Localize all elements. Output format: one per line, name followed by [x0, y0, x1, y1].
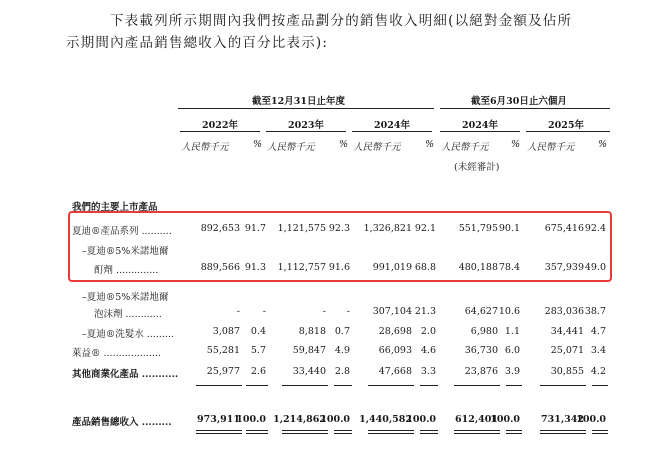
- table-cell: 2.6: [250, 366, 266, 377]
- unit-pct: %: [598, 139, 608, 150]
- table-cell: 49.0: [584, 262, 606, 273]
- unit-rmb: 人民幣千元: [181, 142, 229, 153]
- unit-rmb: 人民幣千元: [353, 142, 401, 153]
- year-2023: 2023年: [288, 120, 324, 131]
- header-annual: 截至12月31日止年度: [252, 96, 345, 107]
- table-cell: -: [346, 306, 350, 317]
- total-double-rule: [540, 433, 586, 434]
- subtotal-rule: [506, 385, 522, 386]
- total-double-rule: [592, 433, 608, 434]
- total-cell: 731,342: [541, 414, 584, 425]
- table-cell: -: [322, 306, 326, 317]
- table-cell: 23,876: [464, 366, 498, 377]
- year-rule: [526, 131, 610, 132]
- subtotal-rule: [368, 385, 414, 386]
- table-cell: 0.7: [334, 326, 350, 337]
- total-cell: 100.0: [236, 414, 266, 425]
- total-double-rule: [506, 430, 522, 431]
- year-rule: [266, 131, 346, 132]
- unit-rmb: 人民幣千元: [441, 142, 489, 153]
- table-cell: 889,566: [200, 262, 240, 273]
- table-cell: -: [236, 306, 240, 317]
- row-label: 酊劑 ..............: [94, 265, 159, 276]
- table-cell: 4.6: [420, 345, 436, 356]
- table-cell: 91.6: [328, 262, 350, 273]
- year-rule: [180, 131, 260, 132]
- year-2025-h1: 2025年: [548, 120, 584, 131]
- unit-rmb: 人民幣千元: [267, 142, 315, 153]
- year-2024: 2024年: [374, 120, 410, 131]
- table-cell: 675,416: [544, 223, 584, 234]
- total-double-rule: [454, 430, 500, 431]
- table-cell: 1,112,757: [277, 262, 326, 273]
- table-cell: 33,440: [292, 366, 326, 377]
- table-cell: 28,698: [378, 326, 412, 337]
- total-cell: 100.0: [320, 414, 350, 425]
- table-cell: 4.9: [334, 345, 350, 356]
- table-cell: 36,730: [464, 345, 498, 356]
- unit-rmb: 人民幣千元: [527, 142, 575, 153]
- row-label: 夏迪®產品系列 ..........: [72, 226, 172, 237]
- table-cell: 991,019: [372, 262, 412, 273]
- intro-line-2: 示期間內產品銷售總收入的百分比表示):: [66, 35, 329, 51]
- table-cell: 3.4: [590, 345, 606, 356]
- unit-pct: %: [425, 139, 435, 150]
- total-cell: 612,401: [455, 414, 498, 425]
- total-double-rule: [282, 430, 328, 431]
- header-six-months: 截至6月30日止六個月: [471, 96, 567, 107]
- section-title: 我們的主要上市產品: [72, 202, 158, 213]
- total-double-rule: [420, 430, 438, 431]
- table-cell: 90.1: [498, 223, 520, 234]
- table-cell: 1,121,575: [277, 223, 326, 234]
- total-cell: 1,214,862: [273, 414, 326, 425]
- table-cell: 92.4: [584, 223, 606, 234]
- table-cell: 38.7: [584, 306, 606, 317]
- table-cell: 6,980: [470, 326, 498, 337]
- table-cell: 92.1: [414, 223, 436, 234]
- table-cell: 2.8: [334, 366, 350, 377]
- highlight-box: [68, 211, 612, 282]
- table-cell: 5.7: [250, 345, 266, 356]
- subtotal-rule: [334, 385, 352, 386]
- table-cell: 307,104: [372, 306, 412, 317]
- table-cell: 21.3: [414, 306, 436, 317]
- row-label: 萊益® ...................: [72, 348, 161, 359]
- table-cell: 91.7: [244, 223, 266, 234]
- total-cell: 100.0: [576, 414, 606, 425]
- total-double-rule: [368, 433, 414, 434]
- table-cell: 8,818: [298, 326, 326, 337]
- total-double-rule: [196, 430, 242, 431]
- unit-pct: %: [253, 139, 263, 150]
- table-cell: 892,653: [200, 223, 240, 234]
- intro-line-1: 下表載列所示期間內我們按產品劃分的銷售收入明細(以絕對金額及佔所: [110, 13, 573, 29]
- total-double-rule: [334, 433, 352, 434]
- total-double-rule: [540, 430, 586, 431]
- total-double-rule: [420, 433, 438, 434]
- total-double-rule: [592, 430, 608, 431]
- row-label: –夏迪®洗髮水 .........: [82, 329, 174, 340]
- subtotal-rule: [282, 385, 328, 386]
- table-cell: 3,087: [212, 326, 240, 337]
- unaudited-note: (未經審計): [454, 162, 500, 173]
- subtotal-rule: [420, 385, 438, 386]
- table-cell: 3.9: [504, 366, 520, 377]
- table-cell: 1,326,821: [363, 223, 412, 234]
- table-cell: 4.2: [590, 366, 606, 377]
- table-cell: 64,627: [464, 306, 498, 317]
- total-double-rule: [196, 433, 242, 434]
- total-double-rule: [246, 433, 268, 434]
- header-annual-rule: [178, 108, 434, 109]
- table-cell: 283,036: [544, 306, 584, 317]
- total-cell: 100.0: [490, 414, 520, 425]
- total-double-rule: [334, 430, 352, 431]
- table-cell: 0.4: [250, 326, 266, 337]
- table-cell: 357,939: [544, 262, 584, 273]
- total-double-rule: [246, 430, 268, 431]
- total-cell: 973,911: [197, 414, 240, 425]
- subtotal-rule: [592, 385, 608, 386]
- table-cell: 4.7: [590, 326, 606, 337]
- row-label: 其他商業化產品 ...........: [72, 369, 179, 380]
- table-cell: 78.4: [498, 262, 520, 273]
- unit-pct: %: [339, 139, 349, 150]
- subtotal-rule: [196, 385, 242, 386]
- row-label: 泡沫劑 ............: [94, 309, 162, 320]
- table-cell: 2.0: [420, 326, 436, 337]
- table-cell: 92.3: [328, 223, 350, 234]
- unit-pct: %: [511, 139, 521, 150]
- table-cell: 3.3: [420, 366, 436, 377]
- table-cell: 68.8: [414, 262, 436, 273]
- table-cell: 6.0: [504, 345, 520, 356]
- table-cell: 66,093: [378, 345, 412, 356]
- year-rule: [352, 131, 432, 132]
- table-cell: 34,441: [550, 326, 584, 337]
- total-cell: 100.0: [406, 414, 436, 425]
- total-double-rule: [506, 433, 522, 434]
- intro-paragraph: [66, 10, 626, 54]
- header-six-months-rule: [440, 108, 610, 109]
- table-cell: 25,977: [206, 366, 240, 377]
- table-cell: 551,795: [458, 223, 498, 234]
- subtotal-rule: [246, 385, 268, 386]
- subtotal-rule: [540, 385, 586, 386]
- total-double-rule: [282, 433, 328, 434]
- total-double-rule: [454, 433, 500, 434]
- table-cell: -: [262, 306, 266, 317]
- year-rule: [440, 131, 520, 132]
- row-label: –夏迪®5%米諾地爾: [82, 292, 169, 303]
- table-cell: 55,281: [206, 345, 240, 356]
- total-cell: 1,440,582: [359, 414, 412, 425]
- total-label: 產品銷售總收入 .........: [72, 417, 172, 428]
- total-double-rule: [368, 430, 414, 431]
- subtotal-rule: [454, 385, 500, 386]
- year-2024-h1: 2024年: [462, 120, 498, 131]
- table-cell: 25,071: [550, 345, 584, 356]
- year-2022: 2022年: [202, 120, 238, 131]
- table-cell: 30,855: [550, 366, 584, 377]
- table-cell: 1.1: [504, 326, 520, 337]
- table-cell: 10.6: [498, 306, 520, 317]
- table-cell: 480,188: [458, 262, 498, 273]
- table-cell: 47,668: [378, 366, 412, 377]
- table-cell: 91.3: [244, 262, 266, 273]
- table-cell: 59,847: [292, 345, 326, 356]
- row-label: –夏迪®5%米諾地爾: [82, 246, 169, 257]
